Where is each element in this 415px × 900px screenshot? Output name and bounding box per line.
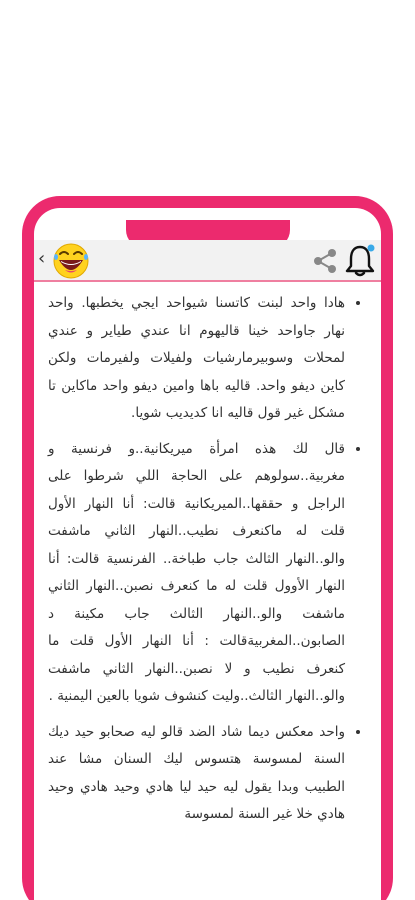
phone-screen [34,208,381,900]
app-toolbar [34,240,381,282]
joke-item: • واحد معكس ديما شاد الضد قالو ليه صحابو حيد ديك السنة لمسوسة هتسوس ليك السنان مشا عند الطبيب وبدا يقول ليه حيد ليا هادي وحيد هادي وحيد هادي خلا غير السنة لمسوسة [48,719,345,829]
joke-content [34,284,381,900]
joke-list [48,290,359,829]
bell-icon[interactable] [343,242,377,278]
phone-frame [22,196,393,900]
joke-item: • قال لك هذه امرأة ميريكانية..و فرنسية و مغربية..سولوهم على الحاجة اللي شرطوا على الراجل و حققها..الميريكانية قالت: أنا النهار الأول قلت له ماكنعرف نطيب..النهار الثاني ماشفت والو..النهار الثالث جاب طباخة.. الفرنسية قالت: أنا النهار الأوول قلت له ما كنعرف نصبن..النهار الثاني ماشفت والو..النهار الثالث جاب مكينة د الصابون..المغربيةقالت : أنا النهار الأول قلت ما كنعرف نطيب و لا نصبن..النهار الثاني ماشفت والو..النهار الثالث..وليت كنشوف شويا بالعين اليمنية . [48,436,345,711]
share-icon[interactable] [311,247,339,275]
laughing-face-icon [51,240,91,280]
chevron-left-icon[interactable]: ‹ [38,248,46,269]
joke-item: • هادا واحد لبنت كاتسنا شيواحد ايجي يخطبها. واحد نهار جاواحد خينا قاليهوم انا عندي طياير و عندي لمحلات وسوبيرمارشيات ولفيلات ولفيرمات ولكن كاين ديفو واحد. قاليه باها وامين ديفو واحد ماكاين تا مشكل غير قول قاليه انا كديديب شويا. [48,290,345,428]
